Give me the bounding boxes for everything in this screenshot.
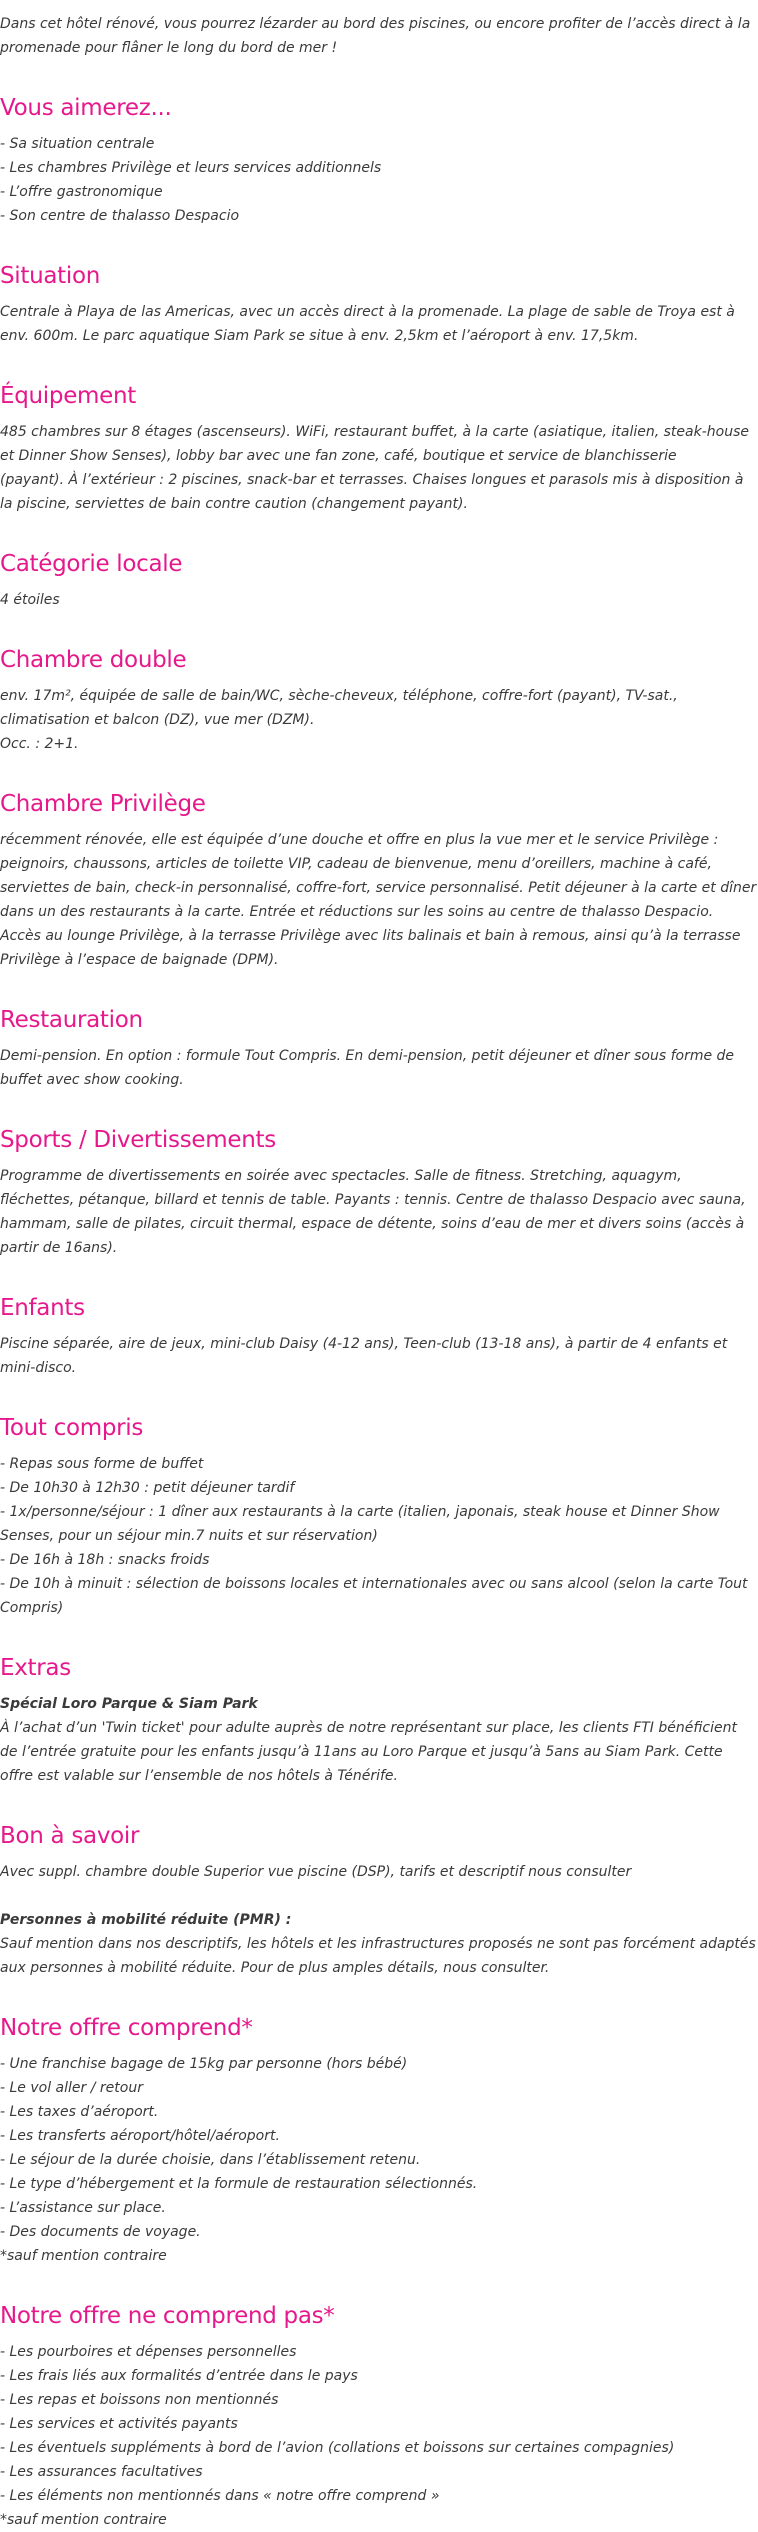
heading-vous-aimerez: Vous aimerez... [0,95,172,121]
heading-enfants: Enfants [0,1295,85,1321]
section-chambre-privilege [0,788,758,972]
chambre-double-text: env. 17m², équipée de salle de bain/WC, sèche-cheveux, téléphone, coffre-fort (payant), TV-sat., climatisation et balcon (DZ), vue mer (DZM). [0,688,678,728]
section-restauration [0,1004,758,1092]
list-item: - Les chambres Privilège et leurs services additionnels [0,160,382,176]
section-bon-a-savoir [0,1820,758,1980]
list-item: - Les repas et boissons non mentionnés [0,2392,279,2408]
heading-offre-comprend: Notre offre comprend* [0,2015,253,2041]
list-item: - De 10h à minuit : sélection de boissons locales et internationales avec ou sans alcool (selon la carte Tout Compris) [0,1576,748,1616]
equipement-text-exterior: (payant). À l’extérieur : 2 piscines, snack-bar et terrasses. Chaises longues et parasols mis à disposition à la piscine, serviettes de bain contre caution (changement payant). [0,472,744,512]
heading-situation: Situation [0,263,101,289]
chambre-double-occupancy: Occ. : 2+1. [0,736,79,752]
section-vous-aimerez [0,92,758,228]
hotel-description [0,12,758,2532]
section-chambre-double [0,644,758,756]
list-item: - Les assurances facultatives [0,2464,203,2480]
bon-a-savoir-text: Avec suppl. chambre double Superior vue piscine (DSP), tarifs et descriptif nous consulter [0,1864,632,1880]
list-item: - Sa situation centrale [0,136,155,152]
list-item: - Le vol aller / retour [0,2080,143,2096]
list-item: - Une franchise bagage de 15kg par personne (hors bébé) [0,2056,408,2072]
heading-equipement: Équipement [0,383,136,409]
list-item: - Le type d’hébergement et la formule de restauration sélectionnés. [0,2176,478,2192]
situation-text: Centrale à Playa de las Americas, avec un accès direct à la promenade. La plage de sable de Troya est à env. 600m. Le parc aquatique Siam Park se situe à env. 2,5km et l’aéroport à env. 17,5km. [0,304,735,344]
heading-chambre-double: Chambre double [0,647,187,673]
heading-tout-compris: Tout compris [0,1415,144,1441]
section-extras [0,1652,758,1788]
list-item: - De 10h30 à 12h30 : petit déjeuner tardif [0,1480,295,1496]
chambre-privilege-text: récemment rénovée, elle est équipée d’une douche et offre en plus la vue mer et le service Privilège : peignoirs, chaussons, articles de toilette VIP, cadeau de bienvenue, menu d’oreillers, machine à café, serviettes de bain, check-in personnalisé, coffre-fort, service personnalisé. Petit déjeuner à la carte et dîner dans un des restaurants à la carte. Entrée et réductions sur les soins au centre de thalasso Despacio. Accès au lounge Privilège, à la terrasse Privilège avec lits balinais et bain à remous, ainsi qu’à la terrasse Privilège à l’espace de baignade (DPM). [0,832,757,968]
offre-comprend-note: *sauf mention contraire [0,2248,167,2264]
list-item: - Les frais liés aux formalités d’entrée dans le pays [0,2368,358,2384]
heading-categorie: Catégorie locale [0,551,183,577]
pmr-text: Sauf mention dans nos descriptifs, les hôtels et les infrastructures proposés ne sont pas forcément adaptés aux personnes à mobilité réduite. Pour de plus amples détails, nous consulter. [0,1936,756,1976]
list-item: - De 16h à 18h : snacks froids [0,1552,210,1568]
list-item: - Les services et activités payants [0,2416,238,2432]
categorie-text: 4 étoiles [0,592,60,608]
section-sports [0,1124,758,1260]
list-item: - Repas sous forme de buffet [0,1456,204,1472]
extras-subtitle: Spécial Loro Parque & Siam Park [0,1696,258,1712]
heading-offre-ne-comprend: Notre offre ne comprend pas* [0,2303,335,2329]
list-item: - Les pourboires et dépenses personnelles [0,2344,297,2360]
list-item: - L’offre gastronomique [0,184,163,200]
section-categorie [0,548,758,612]
section-equipement [0,380,758,516]
sports-text: Programme de divertissements en soirée avec spectacles. Salle de fitness. Stretching, aquagym, fléchettes, pétanque, billard et tennis de table. Payants : tennis. Centre de thalasso Despacio avec sauna, hammam, salle de pilates, circuit thermal, espace de détente, soins d’eau de mer et divers soins (accès à partir de 16ans). [0,1168,746,1256]
list-item: - L’assistance sur place. [0,2200,166,2216]
list-item: - 1x/personne/séjour : 1 dîner aux restaurants à la carte (italien, japonais, steak house et Dinner Show Senses, pour un séjour min.7 nuits et sur réservation) [0,1504,720,1544]
spacer [0,1884,758,1908]
heading-bon-a-savoir: Bon à savoir [0,1823,140,1849]
restauration-text: Demi-pension. En option : formule Tout Compris. En demi-pension, petit déjeuner et dîner sous forme de buffet avec show cooking. [0,1048,735,1088]
heading-sports: Sports / Divertissements [0,1127,276,1153]
extras-text: À l’achat d’un 'Twin ticket' pour adulte auprès de notre représentant sur place, les clients FTI bénéficient de l’entrée gratuite pour les enfants jusqu’à 11ans au Loro Parque et jusqu’à 5ans au Siam Park. Cette offre est valable sur l’ensemble de nos hôtels à Ténérife. [0,1720,737,1784]
list-item: - Le séjour de la durée choisie, dans l’établissement retenu. [0,2152,421,2168]
list-item: - Les éventuels suppléments à bord de l’avion (collations et boissons sur certaines compagnies) [0,2440,675,2456]
section-enfants [0,1292,758,1380]
section-offre-comprend [0,2012,758,2268]
heading-chambre-privilege: Chambre Privilège [0,791,206,817]
equipement-text: 485 chambres sur 8 étages (ascenseurs). WiFi, restaurant buffet, à la carte (asiatique, italien, steak-house et Dinner Show Senses), lobby bar avec une fan zone, café, boutique et service de blanchisserie [0,424,749,464]
list-item: - Les taxes d’aéroport. [0,2104,159,2120]
list-item: - Les éléments non mentionnés dans « notre offre comprend » [0,2488,440,2504]
list-item: - Des documents de voyage. [0,2224,201,2240]
intro-text: Dans cet hôtel rénové, vous pourrez lézarder au bord des piscines, ou encore profiter de l’accès direct à la promenade pour flâner le long du bord de mer ! [0,16,751,56]
list-item: - Les transferts aéroport/hôtel/aéroport. [0,2128,280,2144]
heading-restauration: Restauration [0,1007,143,1033]
pmr-title: Personnes à mobilité réduite (PMR) : [0,1912,292,1928]
heading-extras: Extras [0,1655,71,1681]
section-tout-compris [0,1412,758,1620]
section-offre-ne-comprend [0,2300,758,2532]
enfants-text: Piscine séparée, aire de jeux, mini-club Daisy (4-12 ans), Teen-club (13-18 ans), à partir de 4 enfants et mini-disco. [0,1336,728,1376]
section-situation [0,260,758,348]
list-item: - Son centre de thalasso Despacio [0,208,240,224]
offre-ne-comprend-note: *sauf mention contraire [0,2512,167,2528]
